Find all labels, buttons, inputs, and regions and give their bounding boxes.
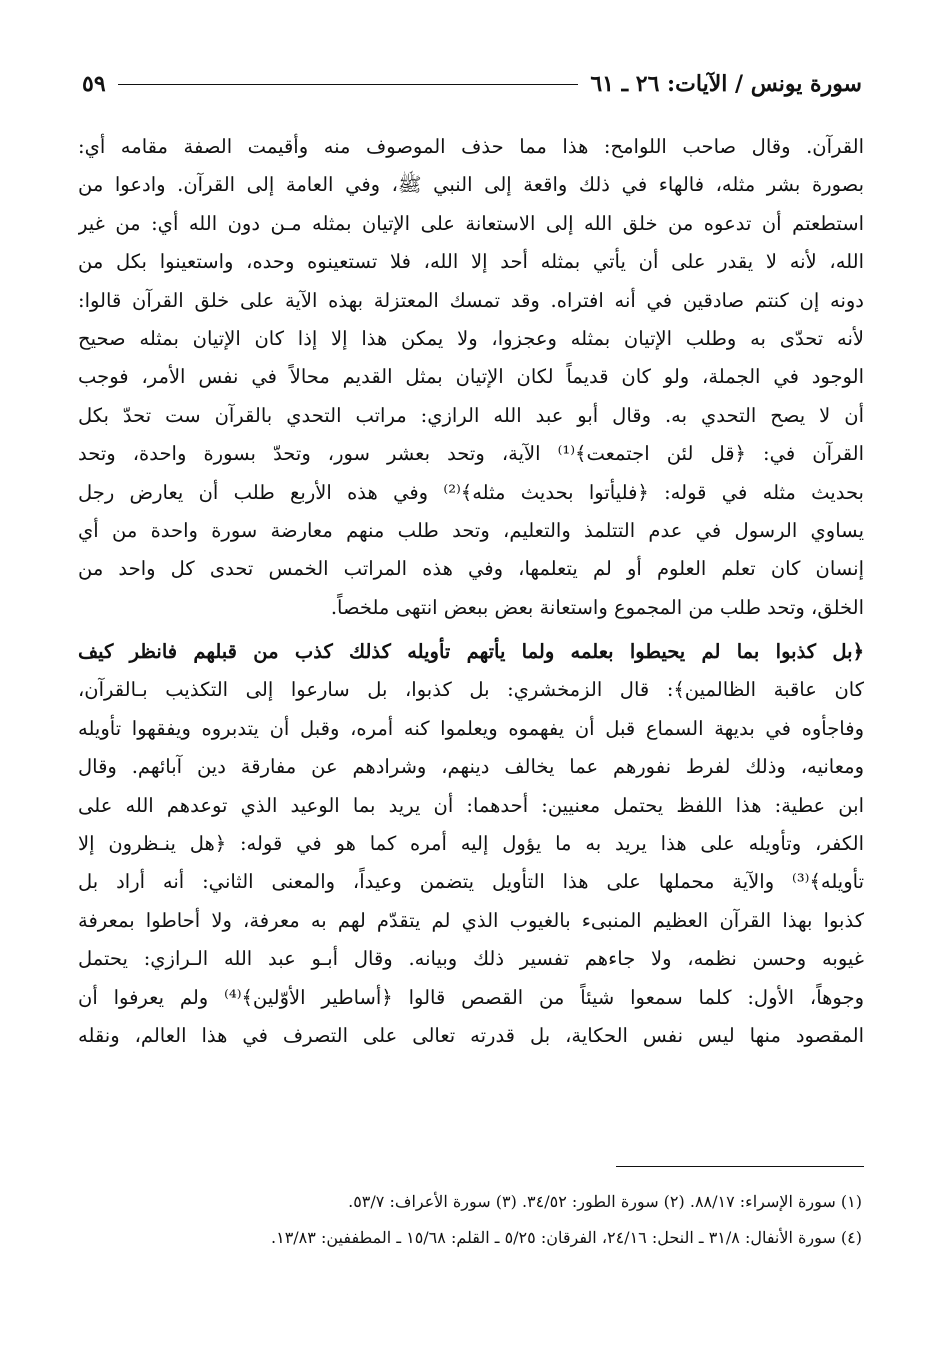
- text-line: أن لا يصح التحدي به. وقال أبو عبد الله الرازي: مراتب التحدي بالقرآن ست تحدّ بكل: [78, 403, 864, 427]
- text-line: غيوبه وحسن نظمه، ولا جاءهم تفسير ذلك وبيانه. وقال أبـو عبد الله الـرازي: يحتمل: [78, 947, 864, 971]
- text-line: إنسان كان تعلم العلوم أو لم يتعلمها، وفي هذه المراتب الخمس تحدى كل واحد من: [78, 557, 864, 581]
- text-line: وجوهاً، الأول: كلما سمعوا شيئاً من القصص قالوا ﴿أساطير الأوّلين﴾⁽⁴⁾ ولم يعرفوا أن: [78, 985, 864, 1009]
- footnotes: [72, 1184, 862, 1256]
- text-line: الله، لأنه لا يقدر على أن يأتي بمثله أحد إلا الله، فلا تستعينوه وحده، واستعينوا بكل من: [78, 250, 864, 274]
- text-line: القرآن في: ﴿قل لئن اجتمعت﴾⁽¹⁾ الآية، وتحد بعشر سور، وتحدّ بسورة واحدة، وتحد: [78, 442, 864, 466]
- text-line: استطعتم أن تدعوه من خلق الله إلى الاستعانة على الإتيان بمثله مـن دون الله أي: من غير: [78, 211, 864, 235]
- header-rule: [118, 84, 579, 85]
- text-line: الخلق، وتحد طلب من المجموع واستعانة بعض ببعض انتهى ملخصاً.: [330, 595, 864, 619]
- text-line: دونه إن كنتم صادقين في أنه افتراه. وقد تمسك المعتزلة بهذه الآية على خلق القرآن قالوا:: [78, 288, 864, 312]
- text-line: ابن عطية: هذا اللفظ يحتمل معنيين: أحدهما: أن يريد بما الوعيد الذي توعدهم الله على: [78, 793, 864, 817]
- footnote-rule: [616, 1166, 864, 1167]
- text-line: وفاجأوه في بديهة السماع قبل أن يفهموه ويعلموا كنه أمره، وقبل أن يتدبروه ويفقهوا تأويله: [78, 716, 864, 740]
- text-line: بحديث مثله في قوله: ﴿فليأتوا بحديث مثله﴾⁽²⁾ وفي هذه الأربع طلب أن يعارض رجل: [78, 480, 864, 504]
- text-line: لأنه تحدّى به وطلب الإتيان بمثله وعجزوا، ولا يمكن هذا إلا إذا كان الإتيان بمثله صحيح: [78, 326, 864, 350]
- running-header: [82, 66, 862, 102]
- text-line: كذبوا بهذا القرآن العظيم المنبىء بالغيوب الذي لم يتقدّم لهم به معرفة، ولا أحاطوا بمعرفة: [78, 908, 864, 932]
- footnote-line: (٤) سورة الأنفال: ٣١/٨ ـ النحل: ٢٤/١٦، الفرقان: ٥/٢٥ ـ القلم: ١٥/٦٨ ـ المطففين: ١٣/٨٣.: [271, 1228, 862, 1247]
- text-line: تأويله﴾⁽³⁾ والآية محملها على هذا التأويل يتضمن وعيداً، والمعنى الثاني: أنه أراد بل: [78, 870, 864, 894]
- text-line: الوجود في الجملة، ولو كان قديماً لكان الإتيان بمثل القديم محالاً في نفس الأمر، فوجب: [78, 365, 864, 389]
- main-text: [78, 128, 864, 1055]
- page-number: ٥٩: [82, 71, 106, 97]
- footnote-line: (١) سورة الإسراء: ٨٨/١٧. (٢) سورة الطور: ٣٤/٥٢. (٣) سورة الأعراف: ٥٣/٧.: [348, 1192, 862, 1211]
- text-line: الكفر، وتأويله على هذا يريد به ما يؤول إليه أمره كما هو في قوله: ﴿هل ينـظرون إلا: [78, 832, 864, 856]
- text-line: كان عاقبة الظالمين﴾: قال الزمخشري: بل كذبوا، بل سارعوا إلى التكذيب بـالقرآن،: [78, 678, 864, 702]
- text-line: بصورة بشر مثله، فالهاء في ذلك واقعة إلى النبي ﷺ، وفي العامة إلى القرآن. وادعوا من: [78, 173, 864, 197]
- text-line: القرآن. وقال صاحب اللوامح: هذا مما حذف الموصوف منه وأقيمت الصفة مقامه أي:: [78, 135, 864, 158]
- header-title: سورة يونس / الآيات: ٢٦ ـ ٦١: [590, 71, 862, 97]
- text-line: يساوي الرسول في عدم التتلمذ والتعليم، وتحد طلب منهم معارضة سورة واحدة من أي: [78, 518, 864, 542]
- text-line: المقصود منها ليس نفس الحكاية، بل قدرته تعالى على التصرف في هذا العالم، ونقله: [78, 1023, 864, 1047]
- text-line: ومعانيه، وذلك لفرط نفورهم عما يخالف دينهم، وشرادهم عن مفارقة دين آبائهم. وقال: [78, 755, 864, 779]
- verse-line: ﴿بل كذبوا بما لم يحيطوا بعلمه ولما يأتهم تأويله كذلك كذب من قبلهم فانظر كيف: [78, 640, 864, 664]
